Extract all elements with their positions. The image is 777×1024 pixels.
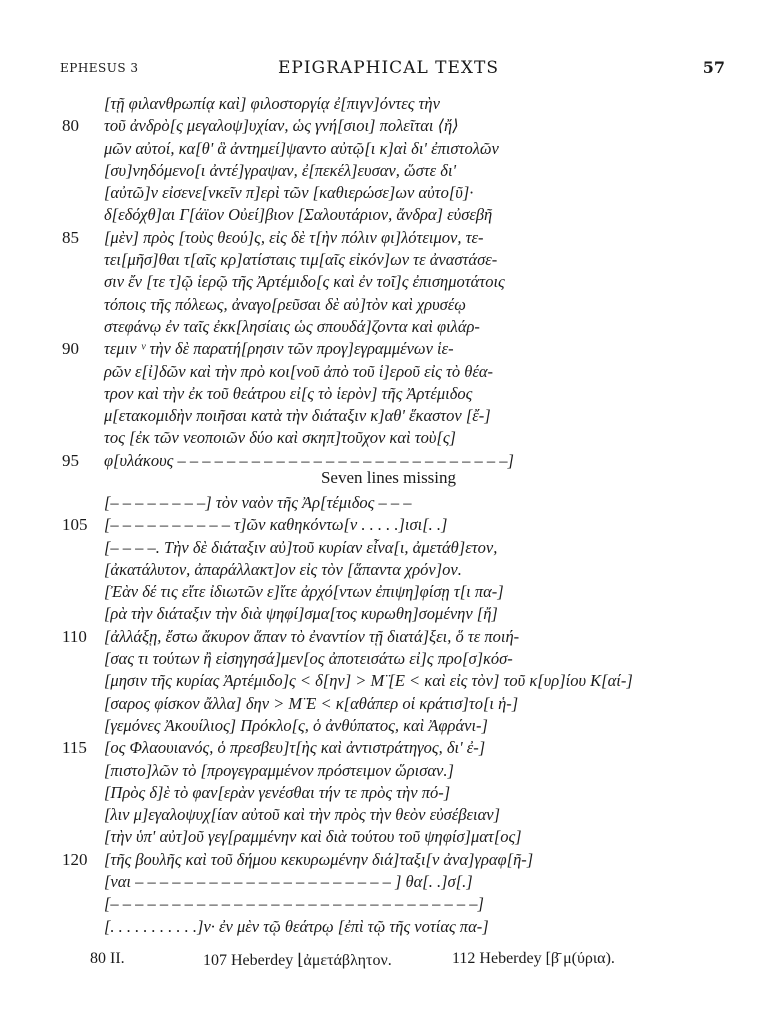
inscription-line	[0, 603, 777, 625]
header-section-label: EPHESUS 3	[60, 61, 139, 75]
greek-text: [ρὰ τὴν διάταξιν τὴν διὰ ψηφί]σμα[τος κυρωθη]σομένην [ἤ]	[104, 604, 498, 624]
inscription-line	[0, 182, 777, 204]
greek-text: μῶν αὐτοί, κα[θ' ἃ ἀντημεί]ψαντο αὐτῷ[ι κ]αὶ δι' ἐπιστολῶν	[104, 138, 499, 158]
greek-text: [– – – – – – – – – – – – – – – – – – – – – – – – – – – – – –]	[104, 894, 484, 914]
inscription-line	[0, 492, 777, 514]
greek-text: [ναι – – – – – – – – – – – – – – – – – – – – – ] θα[. .]σ[.]	[104, 872, 473, 892]
inscription-line	[0, 715, 777, 737]
inscription-line	[0, 581, 777, 603]
greek-text: [σαρος φίσκον ἄλλα] δην > Μ̈ Ε < κ[αθάπερ οἱ κράτισ]το[ι ἡ-]	[104, 693, 519, 713]
inscription-line	[0, 559, 777, 581]
greek-text: [μὲν] πρὸς [τοὺς θεού]ς, εἰς δὲ τ[ὴν πόλιν φι]λότειμον, τε-	[104, 227, 484, 247]
running-header	[0, 58, 777, 82]
greek-text: [– – – –. Τὴν δὲ διάταξιν αὐ]τοῦ κυρίαν εἶνα[ι, ἀμετάθ]ετον,	[104, 537, 498, 557]
greek-text: τεμιν ᵛ τὴν δὲ παρατή[ρησιν τῶν προγ]εγραμμένων ἱε-	[104, 339, 454, 359]
greek-text: φ[υλάκους – – – – – – – – – – – – – – – – – – – – – – – – – – –]	[104, 450, 514, 470]
inscription-line	[0, 227, 777, 249]
inscription-line	[0, 338, 777, 360]
inscription-line	[0, 782, 777, 804]
greek-text: [τῇ φιλανθρωπίᾳ καὶ] φιλοστοργίᾳ ἐ[πιγν]όντες τὴν	[104, 94, 440, 113]
inscription-line	[0, 204, 777, 226]
missing-lines-note: Seven lines missing	[320, 468, 457, 487]
inscription-line	[0, 93, 777, 115]
inscription-line	[0, 849, 777, 871]
inscription-line	[0, 670, 777, 692]
inscription-line	[0, 760, 777, 782]
inscription-line	[0, 537, 777, 559]
line-number: 90	[62, 339, 79, 359]
greek-text: [συ]νηδόμενο[ι ἀντέ]γραψαν, ἐ[πεκέλ]ευσαν, ὥστε δι'	[104, 160, 457, 180]
inscription-line	[0, 916, 777, 938]
inscription-line	[0, 427, 777, 449]
footnote-line-112: 112 Heberdey [β̄ μ(ύρια).	[452, 950, 615, 967]
greek-text: τει[μῆσ]θαι τ[αῖς κρ]ατίσταις τιμ[αῖς εἰκόν]ων τε ἀναστάσε-	[104, 250, 498, 270]
greek-text: [λιν μ]εγαλοψυχ[ίαν αὐτοῦ καὶ τὴν πρὸς τὴν θεὸν εὐσέβειαν]	[104, 805, 500, 825]
inscription-line	[0, 405, 777, 427]
greek-text: [. . . . . . . . . . .]ν· ἐν μὲν τῷ θεάτρῳ [ἐπὶ τῷ τῆς νοτίας πα-]	[104, 916, 489, 936]
inscription-line	[0, 115, 777, 137]
greek-text: [αὐτῶ]ν εἰσενε[νκεῖν π]ερὶ τῶν [καθιερώσε]ων αὐτο[ῦ]·	[104, 183, 474, 203]
inscription-line	[0, 648, 777, 670]
greek-text: [τῆς βουλῆς καὶ τοῦ δήμου κεκυρωμένην διά]ταξι[ν ἀνα]γραφ[ῆ-]	[104, 849, 534, 869]
greek-text: [Πρὸς δ]ὲ τὸ φαν[ερὰν γενέσθαι τήν τε πρὸς τὴν πό-]	[104, 782, 451, 802]
greek-text: ρῶν ε[ἰ]δῶν καὶ τὴν πρὸ κοι[νοῦ ἀπὸ τοῦ ἱ]εροῦ εἰς τὸ θέα-	[104, 361, 494, 381]
inscription-line	[0, 249, 777, 271]
inscription-line	[0, 626, 777, 648]
line-number: 120	[62, 849, 88, 869]
greek-text: δ[εδόχθ]αι Γ[άϊον Οὐεί]βιον [Σαλουτάριον, ἄνδρα] εὐσεβῆ	[104, 205, 493, 225]
greek-text: [πιστο]λῶν τὸ [προγεγραμμένον πρόστειμον ὥρισαν.]	[104, 760, 454, 780]
line-number: 85	[62, 227, 79, 247]
inscription-line	[0, 826, 777, 848]
greek-text: [σας τι τούτων ἢ εἰσηγησά]μεν[ος ἀποτεισάτω εἰ]ς προ[σ]κόσ-	[104, 649, 513, 669]
inscription-line	[0, 383, 777, 405]
inscription-line	[0, 160, 777, 182]
inscription-line	[0, 514, 777, 536]
greek-text: [Ἐὰν δέ τις εἴτε ἰδιωτῶν ε]ἴτε ἀρχό[ντων ἐπιψη]φίσῃ τ[ι πα-]	[104, 582, 504, 602]
footnote-line-107: 107 Heberdey ⌊ἀμετάβλητον.	[203, 952, 392, 969]
greek-text: [μησιν τῆς κυρίας Ἀρτέμιδο]ς < δ[ην] > Μ̈ [Ε < καὶ εἰς τὸν] τοῦ κ[υρ]ίου Κ[αί-]	[104, 671, 633, 691]
greek-text: τρον καὶ τὴν ἐκ τοῦ θεάτρου εἰ[ς τὸ ἱερὸν] τῆς Ἀρτέμιδος	[104, 383, 473, 403]
inscription-line	[0, 737, 777, 759]
greek-text: μ[ετακομιδὴν ποιῆσαι κατὰ τὴν διάταξιν κ]αθ' ἕκαστον [ἔ-]	[104, 406, 491, 426]
inscription-line	[0, 893, 777, 915]
inscription-block-lower	[0, 492, 777, 938]
line-number: 95	[62, 450, 79, 470]
line-number: 105	[62, 515, 88, 535]
greek-text: τοῦ ἀνδρὸ[ς μεγαλοψ]υχίαν, ὡς γνή[σιοι] πολεῖται ⟨ἤ⟩	[104, 116, 459, 136]
footnotes	[0, 950, 777, 974]
greek-text: [τὴν ὑπ' αὐτ]οῦ γεγ[ραμμένην καὶ διὰ τούτου τοῦ ψηφίσ]ματ[ος]	[104, 827, 522, 847]
inscription-line	[0, 271, 777, 293]
line-number: 80	[62, 116, 79, 136]
greek-text: σιν ἔν [τε τ]ῷ ἱερῷ τῆς Ἀρτέμιδο[ς καὶ ἐν τοῖ]ς ἐπισημοτάτοις	[104, 272, 505, 292]
page-number: 57	[702, 58, 725, 77]
inscription-line	[0, 361, 777, 383]
greek-text: τόποις τῆς πόλεως, ἀναγο[ρεῦσαι δὲ αὐ]τὸν καὶ χρυσέῳ	[104, 294, 466, 314]
greek-text: [ἀλλάξῃ, ἔστω ἄκυρον ἅπαν τὸ ἐναντίον τῇ διατά]ξει, ὅ τε ποιή-	[104, 626, 520, 646]
line-number: 110	[62, 626, 87, 646]
greek-text: [ος Φλαουιανός, ὁ πρεσβευ]τ[ὴς καὶ ἀντιστράτηγος, δι' ἐ-]	[104, 738, 486, 758]
greek-text: τος [ἐκ τῶν νεοποιῶν δύο καὶ σκηπ]τοῦχον καὶ τοὺ[ς]	[104, 428, 456, 448]
greek-text: [– – – – – – – –] τὸν ναὸν τῆς Ἀρ[τέμιδος – – –	[104, 493, 412, 512]
inscription-line	[0, 693, 777, 715]
greek-text: [– – – – – – – – – – τ]ῶν καθηκόντω[ν . . . . .]ισι[. .]	[104, 515, 448, 535]
greek-text: [ἀκατάλυτον, ἀπαράλλακτ]ον εἰς τὸν [ἅπαντα χρόν]ον.	[104, 559, 462, 579]
inscription-line	[0, 871, 777, 893]
greek-text: [γεμόνες Ἀκουίλιος] Πρόκλο[ς, ὁ ἀνθύπατος, καὶ Ἀφράνι-]	[104, 715, 488, 735]
greek-text: στεφάνῳ ἐν ταῖς ἐκκ[λησίαις ὡς σπουδά]ζοντα καὶ φιλάρ-	[104, 316, 480, 336]
inscription-line	[0, 138, 777, 160]
footnote-line-80: 80 II.	[90, 950, 125, 967]
inscription-line	[0, 316, 777, 338]
inscription-line	[0, 804, 777, 826]
inscription-line	[0, 294, 777, 316]
line-number: 115	[62, 738, 87, 758]
inscription-block-upper	[0, 93, 777, 472]
header-title: EPIGRAPHICAL TEXTS	[277, 58, 499, 78]
